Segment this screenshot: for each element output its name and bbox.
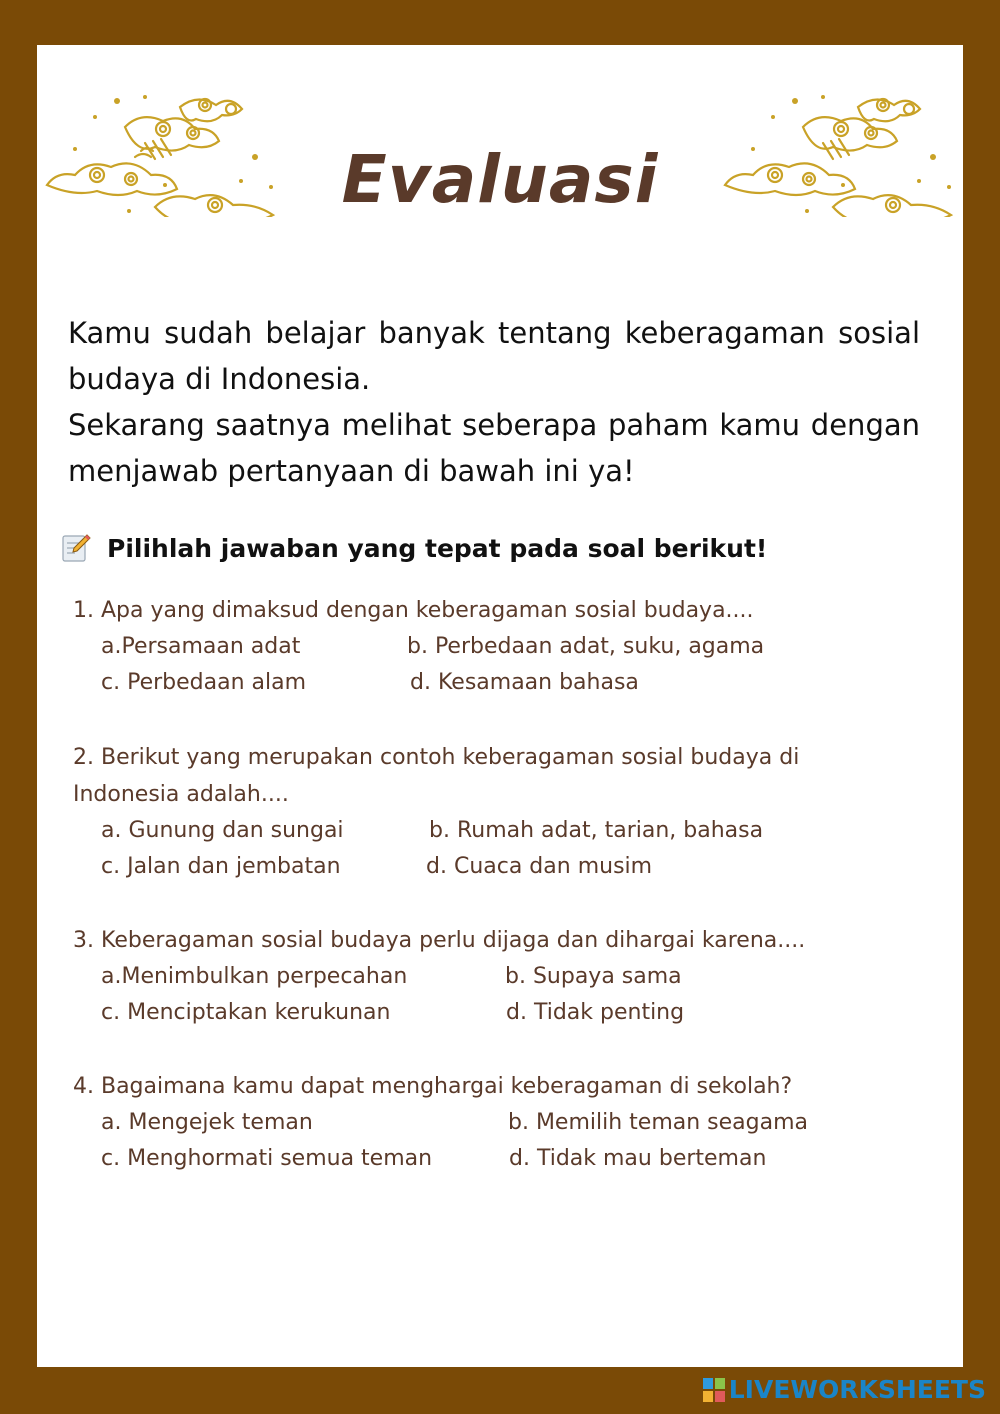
liveworksheets-logo-icon: [703, 1378, 725, 1402]
instruction-row: [61, 533, 767, 563]
question-3-option-c[interactable]: c. Menciptakan kerukunan: [101, 1000, 391, 1025]
question-3-option-a[interactable]: a.Menimbulkan perpecahan: [101, 964, 408, 989]
question-3-text: 3. Keberagaman sosial budaya perlu dijaga dan dihargai karena....: [73, 928, 806, 953]
question-4-option-a[interactable]: a. Mengejek teman: [101, 1110, 313, 1135]
question-2-option-a[interactable]: a. Gunung dan sungai: [101, 818, 344, 843]
question-3-option-d[interactable]: d. Tidak penting: [506, 1000, 685, 1025]
question-2: [73, 740, 903, 888]
question-2-text: 2. Berikut yang merupakan contoh keberagaman sosial budaya di Indonesia adalah....: [73, 745, 800, 807]
page-title: Evaluasi: [341, 141, 659, 219]
question-4-text: 4. Bagaimana kamu dapat menghargai keberagaman di sekolah?: [73, 1074, 793, 1099]
liveworksheets-brand[interactable]: [703, 1375, 986, 1404]
instruction-text: Pilihlah jawaban yang tepat pada soal berikut!: [107, 533, 768, 563]
question-4: [73, 1069, 903, 1181]
intro-line-2: Sekarang saatnya melihat seberapa paham kamu dengan menjawab pertanyaan di bawah ini ya!: [68, 408, 920, 488]
question-2-option-c[interactable]: c. Jalan dan jembatan: [101, 854, 341, 879]
question-3-option-b[interactable]: b. Supaya sama: [505, 964, 682, 989]
question-4-option-b[interactable]: b. Memilih teman seagama: [508, 1110, 809, 1135]
pencil-memo-icon: [61, 533, 91, 563]
question-1-option-d[interactable]: d. Kesamaan bahasa: [410, 670, 639, 695]
question-1-option-a[interactable]: a.Persamaan adat: [101, 634, 301, 659]
question-4-option-c[interactable]: c. Menghormati semua teman: [101, 1146, 433, 1171]
question-2-option-d[interactable]: d. Cuaca dan musim: [426, 854, 653, 879]
cloud-ornament-right-icon: [723, 87, 963, 217]
question-3: [73, 923, 903, 1035]
intro-paragraph: [68, 310, 920, 494]
worksheet-page: [37, 45, 963, 1367]
question-1-option-b[interactable]: b. Perbedaan adat, suku, agama: [407, 634, 765, 659]
question-4-option-d[interactable]: d. Tidak mau berteman: [509, 1146, 767, 1171]
intro-line-1: Kamu sudah belajar banyak tentang keberagaman sosial budaya di Indonesia.: [68, 316, 920, 396]
question-1-text: 1. Apa yang dimaksud dengan keberagaman sosial budaya....: [73, 598, 754, 623]
liveworksheets-brand-text: LIVEWORKSHEETS: [728, 1375, 986, 1404]
question-1-option-c[interactable]: c. Perbedaan alam: [101, 670, 307, 695]
question-1: [73, 593, 903, 705]
question-2-option-b[interactable]: b. Rumah adat, tarian, bahasa: [429, 818, 764, 843]
